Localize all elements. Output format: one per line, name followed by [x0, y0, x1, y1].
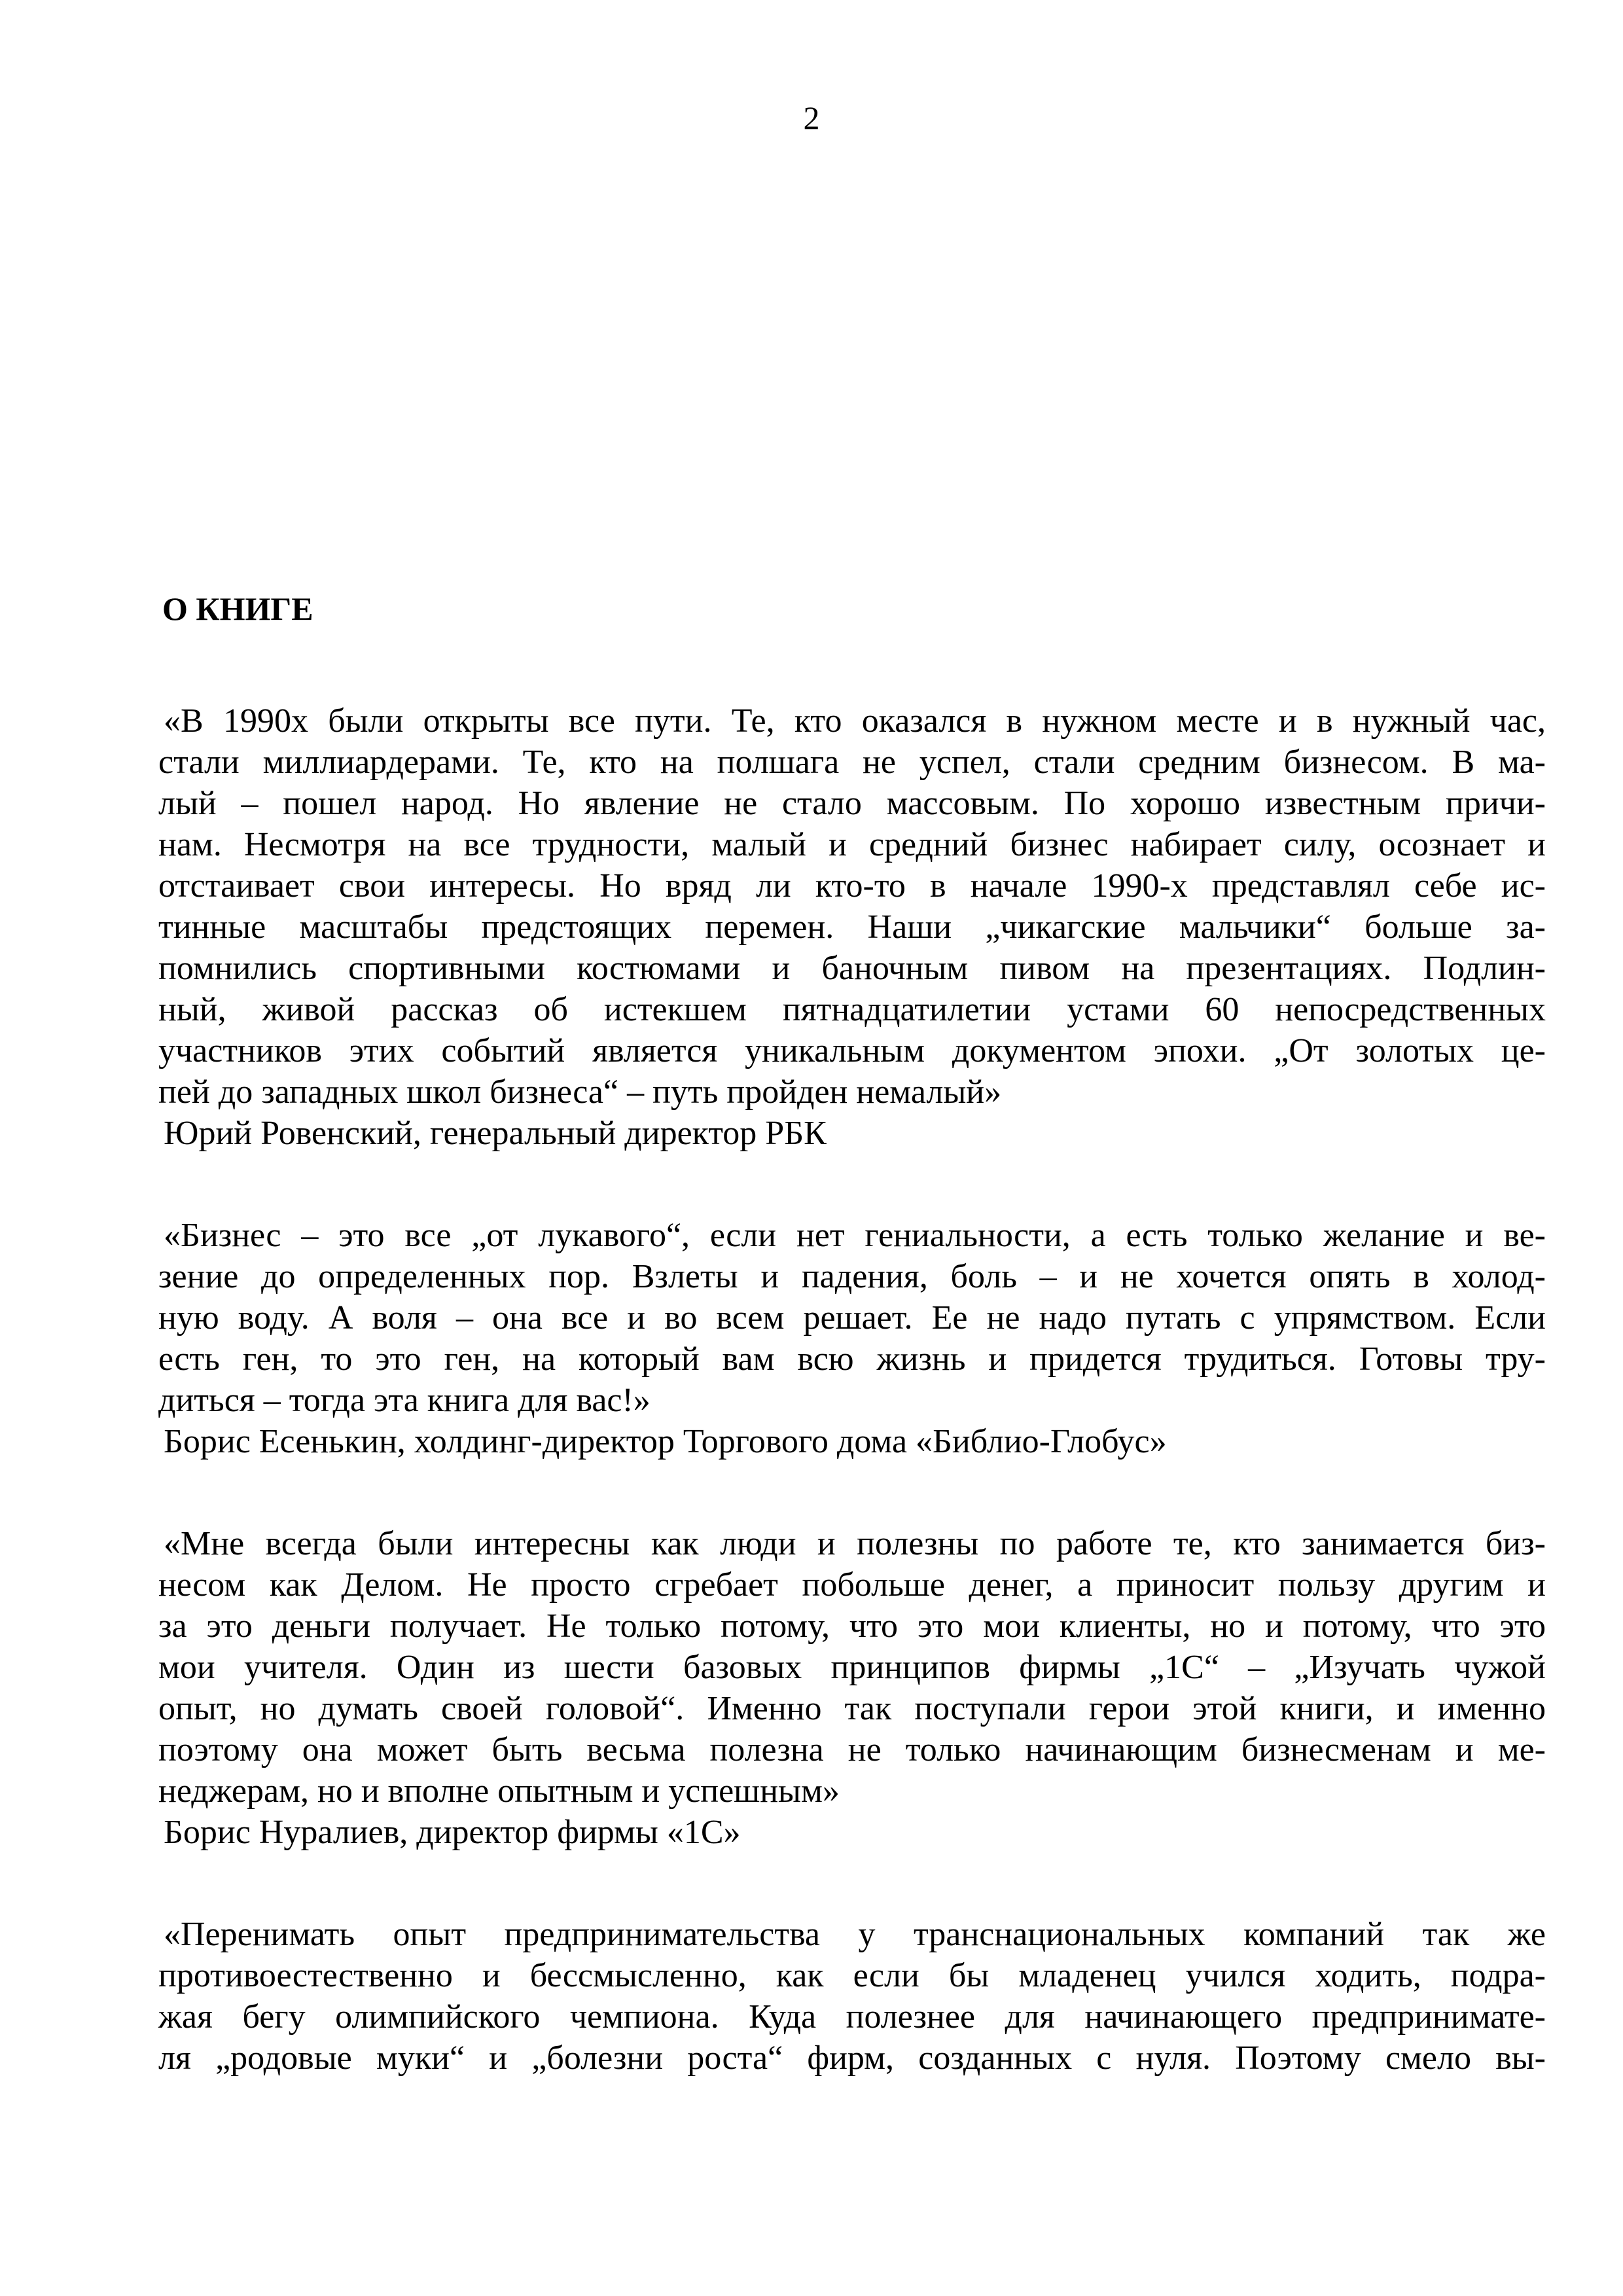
quote-line: «Бизнес – это все „от лукавого“, если нет гениальности, а есть только желание и ве- [164, 1217, 1546, 1254]
quote-line: «Перенимать опыт предпринимательства у транснациональных компаний так же [164, 1916, 1546, 1953]
quote-block [158, 1215, 1546, 1462]
quote-line: помнились спортивными костюмами и баночным пивом на презентациях. Подлин- [158, 950, 1546, 987]
quote-line: диться – тогда эта книга для вас!» [158, 1382, 651, 1419]
quote-line: отстаивает свои интересы. Но вряд ли кто-то в начале 1990-х представлял себе ис- [158, 867, 1546, 905]
quote-line: опыт, но думать своей головой“. Именно так поступали герои этой книги, и именно [158, 1690, 1546, 1727]
quote-author: Борис Нуралиев, директор фирмы «1С» [164, 1814, 741, 1851]
quote-block [158, 1914, 1546, 2079]
quote-line: тинные масштабы предстоящих перемен. Наши „чикагские мальчики“ больше за- [158, 908, 1546, 946]
quote-line: нам. Несмотря на все трудности, малый и средний бизнес набирает силу, осознает и [158, 826, 1546, 863]
quote-block [158, 1523, 1546, 1853]
quote-author: Юрий Ровенский, генеральный директор РБК [164, 1115, 827, 1152]
section-heading: О КНИГЕ [162, 590, 313, 627]
quote-block [158, 700, 1546, 1154]
quote-line: участников этих событий является уникальным документом эпохи. „От золотых це- [158, 1032, 1546, 1069]
quote-line: пей до западных школ бизнеса“ – путь пройден немалый» [158, 1073, 1002, 1111]
quote-line: несом как Делом. Не просто сгребает побольше денег, а приносит пользу другим и [158, 1566, 1546, 1604]
quote-line: противоестественно и бессмысленно, как если бы младенец учился ходить, подра- [158, 1957, 1546, 1994]
quote-line: жая бегу олимпийского чемпиона. Куда полезнее для начинающего предпринимате- [158, 1998, 1546, 2036]
quote-line: ный, живой рассказ об истекшем пятнадцатилетии устами 60 непосредственных [158, 991, 1546, 1028]
quote-line: мои учителя. Один из шести базовых принципов фирмы „1С“ – „Изучать чужой [158, 1649, 1546, 1686]
quote-line: зение до определенных пор. Взлеты и падения, боль – и не хочется опять в холод- [158, 1258, 1546, 1295]
quote-author: Борис Есенькин, холдинг-директор Торгового дома «Библио-Глобус» [164, 1423, 1167, 1460]
quote-line: лый – пошел народ. Но явление не стало массовым. По хорошо известным причи- [158, 785, 1546, 822]
quote-line: ную воду. А воля – она все и во всем решает. Ее не надо путать с упрямством. Если [158, 1299, 1546, 1336]
document-body [158, 589, 1546, 2079]
quote-line: «Мне всегда были интересны как люди и полезны по работе те, кто занимается биз- [164, 1525, 1546, 1562]
quote-line: за это деньги получает. Не только потому, что это мои клиенты, но и потому, что это [158, 1607, 1546, 1645]
page-number: 2 [803, 99, 820, 136]
quote-line: ля „родовые муки“ и „болезни роста“ фирм, созданных с нуля. Поэтому смело вы- [158, 2039, 1546, 2077]
quote-line: «В 1990х были открыты все пути. Те, кто оказался в нужном месте и в нужный час, [164, 702, 1546, 740]
quote-line: неджерам, но и вполне опытным и успешным» [158, 1772, 840, 1810]
quote-line: есть ген, то это ген, на который вам всю жизнь и придется трудиться. Готовы тру- [158, 1340, 1546, 1378]
quote-line: стали миллиардерами. Те, кто на полшага не успел, стали средним бизнесом. В ма- [158, 744, 1546, 781]
quote-line: поэтому она может быть весьма полезна не только начинающим бизнесменам и ме- [158, 1731, 1546, 1768]
